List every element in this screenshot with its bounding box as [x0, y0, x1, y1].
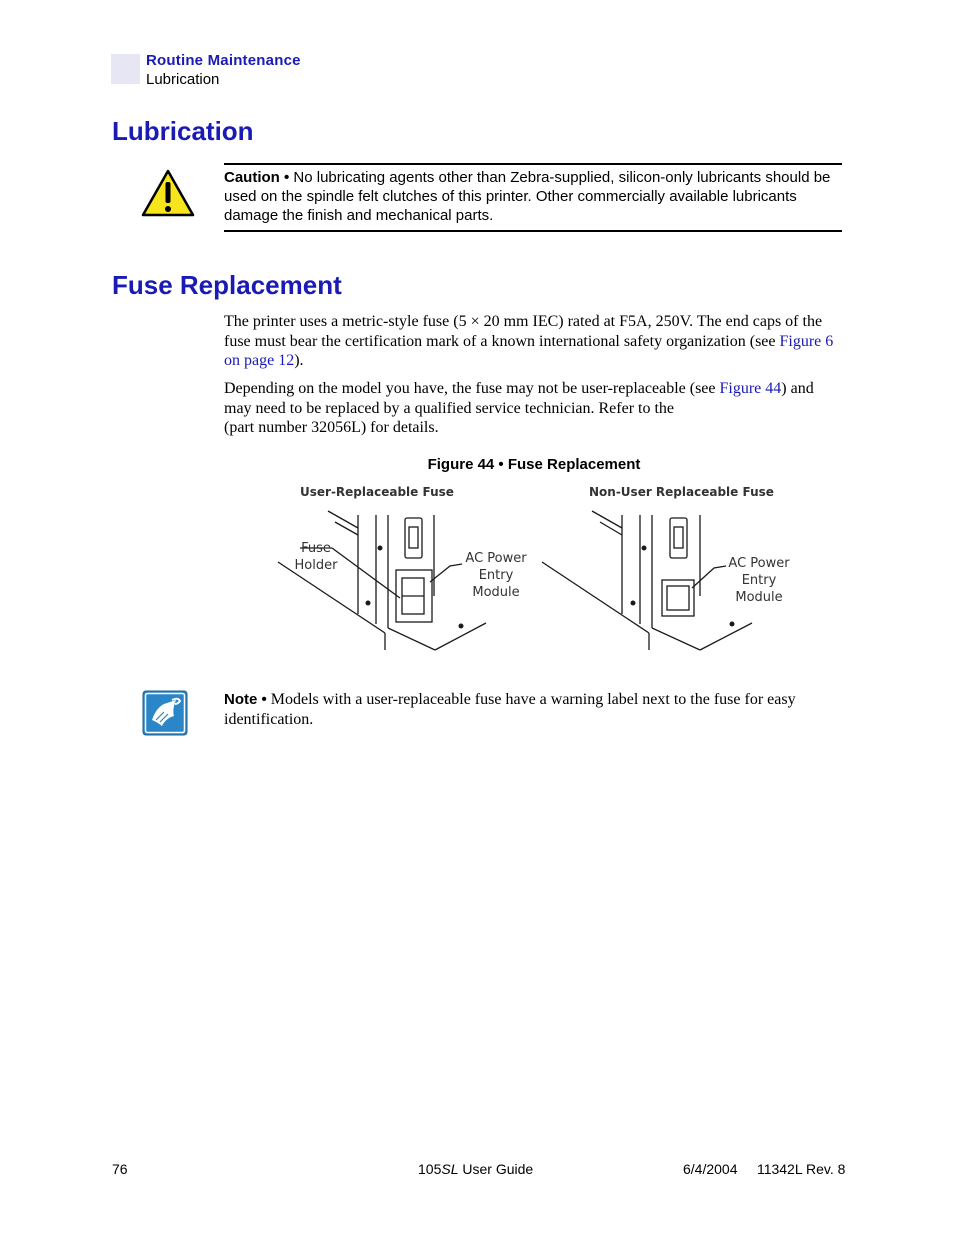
note-label: Note •: [224, 691, 267, 708]
p2-text-a: Depending on the model you have, the fuse may not be user-replaceable (see: [224, 380, 720, 397]
ac-left-label-1: AC Power: [465, 551, 527, 566]
ac-left-label-3: Module: [472, 585, 520, 600]
fuse-paragraph-1: [224, 312, 844, 371]
fuse-paragraph-2: [224, 379, 844, 438]
caution-body: No lubricating agents other than Zebra-supplied, silicon-only lubricants should be used on the spindle felt clutches of this printer. Other commercially available lubricants damage the finish and mechanical parts.: [224, 169, 831, 224]
p1-end: ).: [294, 352, 304, 369]
footer-guide-title: [418, 1161, 533, 1177]
caution-icon: [140, 168, 196, 218]
footer-guide-prefix: 105: [418, 1161, 442, 1177]
footer-guide-italic: SL: [441, 1161, 459, 1177]
caution-bottom-rule: [224, 230, 842, 232]
p1-text: The printer uses a metric-style fuse (5 × 20 mm IEC) rated at F5A, 250V. The end caps of the fuse must bear the certification mark of a known international safety organization (see: [224, 313, 823, 350]
right-figure-title: Non-User Replaceable Fuse: [589, 485, 774, 499]
footer-page-number: 76: [112, 1161, 128, 1177]
ac-right-label-3: Module: [735, 590, 783, 605]
header-subsection: Lubrication: [146, 71, 220, 88]
fuse-figure: [270, 478, 800, 658]
ac-left-label-2: Entry: [478, 568, 514, 583]
fuse-holder-label-1: Fuse: [301, 541, 331, 556]
caution-message: [224, 168, 844, 225]
note-icon: [142, 690, 188, 736]
p2-text-b: ) and may need to be replaced by a qualified service technician. Refer to the: [224, 380, 814, 417]
figure-caption: Figure 44 • Fuse Replacement: [427, 456, 641, 473]
header-tab-marker: [111, 54, 140, 84]
figure-6-link[interactable]: Figure 6 on page 12: [224, 332, 834, 369]
footer-guide-suffix: User Guide: [458, 1161, 534, 1177]
caution-top-rule: [224, 163, 842, 165]
ac-right-label-2: Entry: [741, 573, 777, 588]
p2-text-c: (part number 32056L) for details.: [224, 419, 439, 436]
ac-right-label-1: AC Power: [728, 556, 790, 571]
header-section: Routine Maintenance: [146, 52, 301, 69]
fuse-replacement-heading: Fuse Replacement: [112, 270, 342, 300]
note-body: Models with a user-replaceable fuse have a warning label next to the fuse for easy identification.: [224, 691, 796, 728]
left-figure-title: User-Replaceable Fuse: [300, 485, 454, 499]
figure-44-link[interactable]: Figure 44: [719, 380, 782, 397]
footer-date-revision: 6/4/2004 11342L Rev. 8: [683, 1161, 846, 1177]
lubrication-heading: Lubrication: [112, 116, 254, 146]
fuse-holder-label-2: Holder: [294, 558, 338, 573]
note-message: [224, 690, 844, 729]
caution-label: Caution •: [224, 169, 290, 186]
